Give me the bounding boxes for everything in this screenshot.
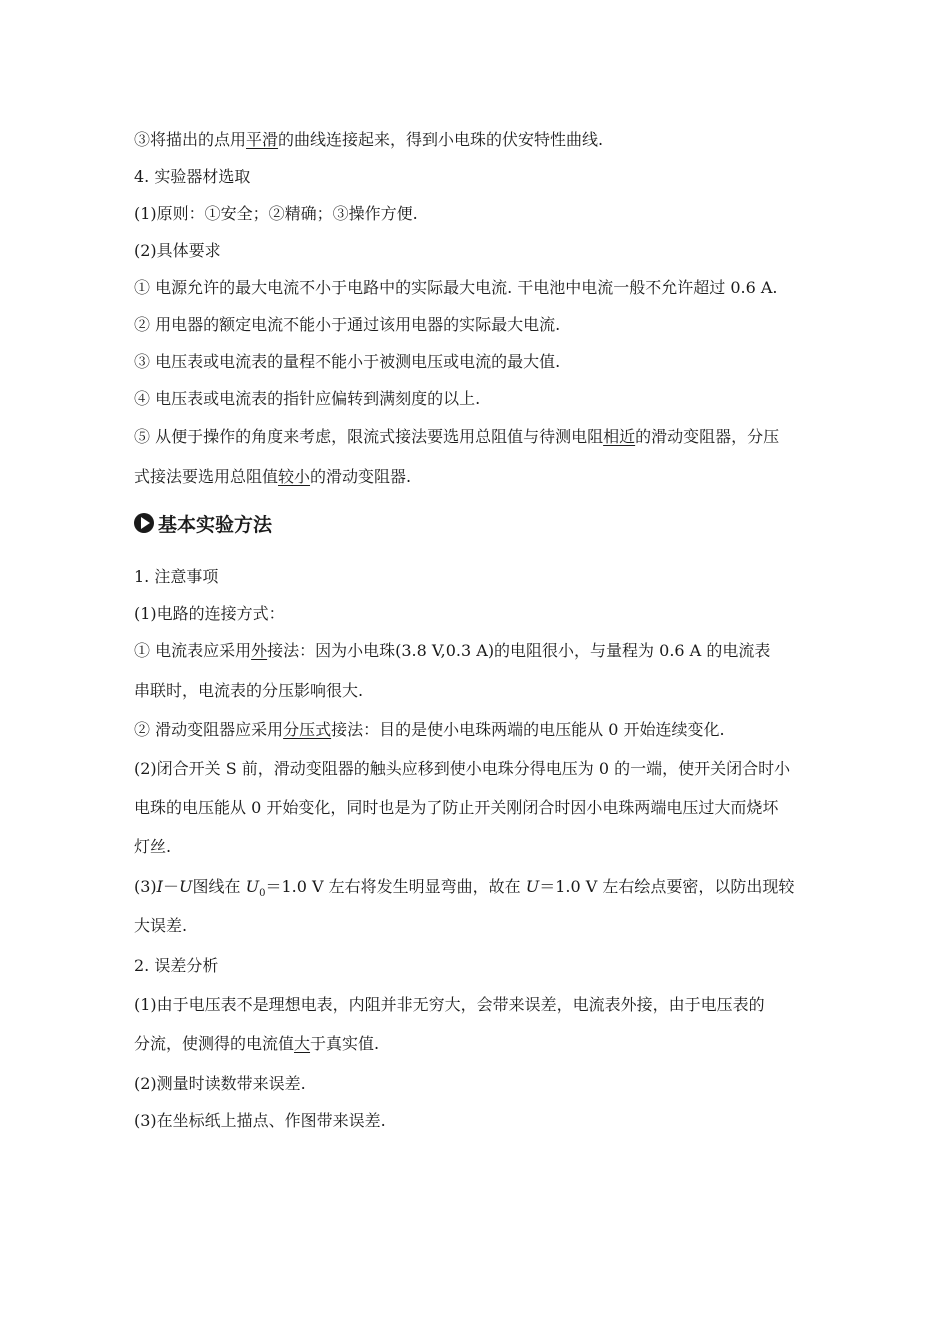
heading-equipment: 4. 实验器材选取 [134,167,251,186]
text: ⑤ 从便于操作的角度来考虑，限流式接法要选用总阻值与待测电阻 [134,427,604,446]
underlined-answer: 较小 [278,467,311,486]
connection-title: (1)电路的连接方式： [134,604,285,623]
text: ① 电流表应采用 [134,641,252,660]
note-switch-3: 灯丝. [134,837,172,856]
text: ② 滑动变阻器应采用 [134,720,284,739]
section-title: 基本实验方法 [158,513,273,536]
text: ③将描出的点用 [134,130,247,149]
underlined-answer: 相近 [603,427,636,446]
requirements-title: (2)具体要求 [134,241,221,260]
text: 接法：目的是使小电珠两端的电压能从 0 开始连续变化. [331,720,725,739]
note-ammeter-cont: 串联时，电流表的分压影响很大. [134,681,364,700]
requirement-5-cont [134,466,824,488]
note-rheostat [134,719,824,741]
text: 的滑动变阻器，分压 [635,427,780,446]
heading-error: 2. 误差分析 [134,956,219,975]
underlined-answer: 外 [251,641,268,660]
error-1-cont [134,1033,824,1055]
error-2: (2)测量时读数带来误差. [134,1074,306,1093]
underlined-answer: 平滑 [246,130,279,149]
symbol-u0: U [245,877,260,896]
heading-notes: 1. 注意事项 [134,567,219,586]
symbol-i: I [156,877,163,896]
note-iu-curve [134,876,824,905]
text: (3) [134,877,157,896]
note-switch-1: (2)闭合开关 S 前，滑动变阻器的触头应移到使小电珠分得电压为 0 的一端，使开关闭合时小 [134,759,791,778]
requirement-4: ④ 电压表或电流表的指针应偏转到满刻度的以上. [134,389,481,408]
note-iu-curve-cont: 大误差. [134,916,188,935]
principle-line: (1)原则：①安全；②精确；③操作方便. [134,204,418,223]
symbol-u: U [179,877,193,896]
play-circle-icon [134,513,154,533]
symbol-u: U [525,877,540,896]
underlined-answer: 大 [294,1034,311,1053]
step3-line [134,129,824,151]
text: 的滑动变阻器. [310,467,412,486]
note-ammeter [134,640,824,662]
text: 式接法要选用总阻值 [134,467,279,486]
error-1: (1)由于电压表不是理想电表，内阻并非无穷大，会带来误差，电流表外接，由于电压表的 [134,995,765,1014]
text: 分流，使测得的电流值 [134,1034,295,1053]
requirement-2: ② 用电器的额定电流不能小于通过该用电器的实际最大电流. [134,315,561,334]
text: 的曲线连接起来，得到小电珠的伏安特性曲线. [278,130,604,149]
text: － [163,877,180,896]
text: 接法：因为小电珠(3.8 V,0.3 A)的电阻很小，与量程为 0.6 A 的电流表 [267,641,771,660]
section-header [134,510,272,536]
text: 于真实值. [310,1034,380,1053]
underlined-answer: 分压式 [283,720,332,739]
text: 图线在 [192,877,246,896]
requirement-5 [134,426,824,448]
subscript: 0 [259,888,266,900]
error-3: (3)在坐标纸上描点、作图带来误差. [134,1111,386,1130]
text: ＝1.0 V 左右绘点要密，以防出现较 [539,877,795,896]
requirement-1: ① 电源允许的最大电流不小于电路中的实际最大电流. 干电池中电流一般不允许超过 0.6 A. [134,278,778,297]
requirement-3: ③ 电压表或电流表的量程不能小于被测电压或电流的最大值. [134,352,561,371]
text: ＝1.0 V 左右将发生明显弯曲，故在 [265,877,526,896]
note-switch-2: 电珠的电压能从 0 开始变化，同时也是为了防止开关刚闭合时因小电珠两端电压过大而烧坏 [134,798,779,817]
